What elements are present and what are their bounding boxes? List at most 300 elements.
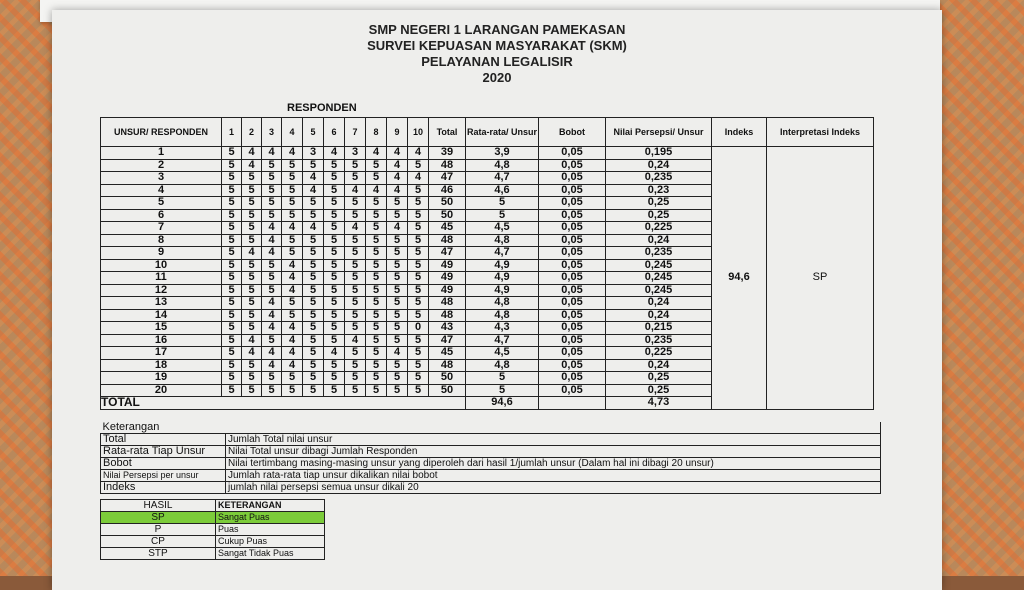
row-nilai: 0,24 [606, 297, 712, 310]
row-rata: 4,7 [466, 247, 539, 260]
row-number: 17 [101, 347, 222, 360]
unsur-value: 5 [242, 284, 262, 297]
keterangan-key: Nilai Persepsi per unsur [101, 470, 226, 482]
row-nilai: 0,235 [606, 334, 712, 347]
col-unsur-1: 1 [222, 118, 242, 147]
row-bobot: 0,05 [539, 184, 606, 197]
row-rata: 4,5 [466, 347, 539, 360]
survey-table [100, 117, 874, 410]
unsur-value: 5 [222, 297, 242, 310]
unsur-value: 5 [366, 384, 387, 397]
interpretasi-value: SP [767, 147, 874, 410]
row-nilai: 0,25 [606, 384, 712, 397]
row-nilai: 0,24 [606, 234, 712, 247]
unsur-value: 4 [242, 247, 262, 260]
unsur-value: 5 [282, 372, 303, 385]
unsur-value: 5 [262, 209, 282, 222]
unsur-value: 5 [345, 347, 366, 360]
row-number: 8 [101, 234, 222, 247]
unsur-value: 5 [282, 172, 303, 185]
hasil-code: STP [101, 548, 216, 560]
unsur-value: 5 [324, 309, 345, 322]
unsur-value: 5 [324, 384, 345, 397]
unsur-value: 5 [222, 209, 242, 222]
unsur-value: 4 [387, 159, 408, 172]
unsur-value: 4 [387, 184, 408, 197]
row-bobot: 0,05 [539, 284, 606, 297]
hasil-code: CP [101, 536, 216, 548]
unsur-value: 5 [242, 259, 262, 272]
row-total: 48 [429, 297, 466, 310]
row-nilai: 0,215 [606, 322, 712, 335]
row-nilai: 0,25 [606, 372, 712, 385]
row-bobot: 0,05 [539, 159, 606, 172]
unsur-value: 5 [303, 334, 324, 347]
unsur-value: 5 [387, 359, 408, 372]
row-total: 47 [429, 334, 466, 347]
unsur-value: 5 [387, 384, 408, 397]
unsur-value: 5 [282, 184, 303, 197]
keterangan-row [101, 434, 881, 446]
unsur-value: 5 [366, 259, 387, 272]
unsur-value: 5 [387, 284, 408, 297]
unsur-value: 4 [345, 222, 366, 235]
unsur-value: 4 [345, 184, 366, 197]
unsur-value: 5 [387, 247, 408, 260]
unsur-value: 5 [387, 209, 408, 222]
col-unsur-8: 8 [366, 118, 387, 147]
hasil-desc: Cukup Puas [216, 536, 325, 548]
row-rata: 4,7 [466, 172, 539, 185]
row-total: 39 [429, 147, 466, 160]
row-bobot: 0,05 [539, 222, 606, 235]
unsur-value: 4 [366, 147, 387, 160]
row-rata: 4,9 [466, 259, 539, 272]
row-total: 47 [429, 247, 466, 260]
unsur-value: 4 [262, 297, 282, 310]
unsur-value: 5 [408, 184, 429, 197]
unsur-value: 5 [366, 209, 387, 222]
unsur-value: 3 [345, 147, 366, 160]
row-bobot: 0,05 [539, 172, 606, 185]
unsur-value: 4 [324, 347, 345, 360]
row-total: 45 [429, 347, 466, 360]
unsur-value: 5 [366, 247, 387, 260]
unsur-value: 5 [222, 322, 242, 335]
unsur-value: 5 [387, 322, 408, 335]
unsur-value: 5 [222, 272, 242, 285]
unsur-value: 5 [324, 359, 345, 372]
unsur-value: 5 [387, 372, 408, 385]
unsur-value: 4 [324, 147, 345, 160]
unsur-value: 4 [387, 347, 408, 360]
unsur-value: 5 [282, 297, 303, 310]
total-label: TOTAL [101, 397, 466, 410]
unsur-value: 4 [282, 322, 303, 335]
unsur-value: 4 [262, 147, 282, 160]
row-bobot: 0,05 [539, 334, 606, 347]
unsur-value: 4 [282, 222, 303, 235]
row-number: 10 [101, 259, 222, 272]
row-number: 15 [101, 322, 222, 335]
row-bobot: 0,05 [539, 372, 606, 385]
unsur-value: 5 [366, 284, 387, 297]
row-number: 11 [101, 272, 222, 285]
unsur-value: 4 [262, 322, 282, 335]
unsur-value: 5 [222, 284, 242, 297]
keterangan-value: Jumlah rata-rata tiap unsur dikalikan nilai bobot [226, 470, 881, 482]
unsur-value: 5 [324, 372, 345, 385]
unsur-value: 5 [366, 334, 387, 347]
unsur-value: 5 [408, 297, 429, 310]
unsur-value: 5 [303, 197, 324, 210]
row-bobot: 0,05 [539, 259, 606, 272]
unsur-value: 5 [324, 222, 345, 235]
keterangan-title-row [101, 422, 881, 434]
col-indeks: Indeks [712, 118, 767, 147]
col-unsur-6: 6 [324, 118, 345, 147]
row-nilai: 0,24 [606, 159, 712, 172]
unsur-value: 5 [408, 247, 429, 260]
unsur-value: 4 [408, 172, 429, 185]
row-rata: 5 [466, 372, 539, 385]
unsur-value: 5 [303, 209, 324, 222]
row-total: 48 [429, 309, 466, 322]
unsur-value: 5 [324, 322, 345, 335]
unsur-value: 5 [303, 259, 324, 272]
unsur-value: 5 [282, 309, 303, 322]
unsur-value: 5 [242, 297, 262, 310]
unsur-value: 5 [242, 322, 262, 335]
unsur-value: 4 [282, 272, 303, 285]
unsur-value: 5 [303, 284, 324, 297]
unsur-value: 4 [387, 172, 408, 185]
col-unsur-10: 10 [408, 118, 429, 147]
responden-label: RESPONDEN [287, 102, 357, 114]
unsur-value: 4 [387, 147, 408, 160]
keterangan-row [101, 482, 881, 494]
row-rata: 4,9 [466, 272, 539, 285]
unsur-value: 5 [366, 359, 387, 372]
row-total: 49 [429, 259, 466, 272]
row-rata: 5 [466, 209, 539, 222]
keterangan-key: Total [101, 434, 226, 446]
row-bobot: 0,05 [539, 309, 606, 322]
unsur-value: 5 [324, 284, 345, 297]
unsur-value: 5 [408, 272, 429, 285]
unsur-value: 5 [222, 184, 242, 197]
row-rata: 4,8 [466, 159, 539, 172]
unsur-value: 5 [408, 259, 429, 272]
unsur-value: 5 [282, 234, 303, 247]
row-number: 2 [101, 159, 222, 172]
indeks-value: 94,6 [712, 147, 767, 410]
unsur-value: 5 [324, 209, 345, 222]
unsur-value: 5 [303, 159, 324, 172]
unsur-value: 4 [262, 347, 282, 360]
row-total: 47 [429, 172, 466, 185]
col-unsur-2: 2 [242, 118, 262, 147]
unsur-value: 5 [324, 172, 345, 185]
unsur-value: 5 [324, 272, 345, 285]
unsur-value: 5 [242, 184, 262, 197]
row-rata: 5 [466, 197, 539, 210]
col-bobot: Bobot [539, 118, 606, 147]
unsur-value: 4 [387, 222, 408, 235]
unsur-value: 5 [345, 247, 366, 260]
unsur-value: 5 [408, 197, 429, 210]
row-rata: 4,3 [466, 322, 539, 335]
row-rata: 5 [466, 384, 539, 397]
row-nilai: 0,195 [606, 147, 712, 160]
unsur-value: 5 [282, 209, 303, 222]
unsur-value: 5 [242, 222, 262, 235]
row-total: 43 [429, 322, 466, 335]
unsur-value: 5 [222, 259, 242, 272]
unsur-value: 4 [242, 159, 262, 172]
hasil-desc: Puas [216, 524, 325, 536]
unsur-value: 5 [242, 197, 262, 210]
unsur-value: 5 [222, 159, 242, 172]
keterangan-value: Jumlah Total nilai unsur [226, 434, 881, 446]
header-school: SMP NEGERI 1 LARANGAN PAMEKASAN [368, 22, 626, 37]
unsur-value: 5 [387, 234, 408, 247]
unsur-value: 5 [303, 297, 324, 310]
unsur-value: 5 [242, 359, 262, 372]
unsur-value: 5 [408, 359, 429, 372]
unsur-value: 4 [242, 147, 262, 160]
hasil-row [101, 536, 325, 548]
keterangan-row [101, 458, 881, 470]
unsur-value: 5 [242, 384, 262, 397]
unsur-value: 5 [262, 272, 282, 285]
keterangan-value: jumlah nilai persepsi semua unsur dikali 20 [226, 482, 881, 494]
unsur-value: 4 [408, 147, 429, 160]
unsur-value: 5 [242, 372, 262, 385]
unsur-value: 5 [303, 309, 324, 322]
hasil-code: P [101, 524, 216, 536]
unsur-value: 5 [242, 309, 262, 322]
row-rata: 3,9 [466, 147, 539, 160]
unsur-value: 5 [262, 259, 282, 272]
unsur-value: 5 [366, 297, 387, 310]
unsur-value: 4 [303, 222, 324, 235]
unsur-value: 5 [366, 309, 387, 322]
row-number: 20 [101, 384, 222, 397]
row-total: 50 [429, 384, 466, 397]
keterangan-value: Nilai tertimbang masing-masing unsur yang diperoleh dari hasil 1/jumlah unsur (Dalam hal ini dibagi 20 unsur) [226, 458, 881, 470]
unsur-value: 5 [222, 347, 242, 360]
hasil-header-row [101, 500, 325, 512]
unsur-value: 5 [345, 259, 366, 272]
unsur-value: 5 [324, 259, 345, 272]
row-nilai: 0,245 [606, 259, 712, 272]
unsur-value: 5 [345, 384, 366, 397]
unsur-value: 5 [345, 197, 366, 210]
row-rata: 4,8 [466, 359, 539, 372]
header-survey: SURVEI KEPUASAN MASYARAKAT (SKM) [367, 38, 627, 53]
row-number: 1 [101, 147, 222, 160]
unsur-value: 5 [408, 159, 429, 172]
header-year: 2020 [482, 70, 512, 85]
unsur-value: 5 [387, 272, 408, 285]
row-total: 48 [429, 359, 466, 372]
unsur-value: 5 [345, 322, 366, 335]
unsur-value: 5 [387, 334, 408, 347]
row-total: 48 [429, 234, 466, 247]
col-nilai: Nilai Persepsi/ Unsur [606, 118, 712, 147]
hasil-desc: Sangat Tidak Puas [216, 548, 325, 560]
row-bobot: 0,05 [539, 297, 606, 310]
unsur-value: 5 [408, 284, 429, 297]
unsur-value: 5 [222, 309, 242, 322]
table-header-row [101, 118, 874, 147]
unsur-value: 5 [303, 322, 324, 335]
unsur-value: 3 [303, 147, 324, 160]
unsur-value: 5 [345, 234, 366, 247]
unsur-value: 5 [303, 384, 324, 397]
row-number: 16 [101, 334, 222, 347]
row-nilai: 0,235 [606, 247, 712, 260]
row-nilai: 0,24 [606, 309, 712, 322]
row-nilai: 0,24 [606, 359, 712, 372]
hasil-table [100, 499, 325, 560]
row-bobot: 0,05 [539, 209, 606, 222]
row-bobot: 0,05 [539, 272, 606, 285]
unsur-value: 5 [366, 272, 387, 285]
unsur-value: 5 [222, 247, 242, 260]
unsur-value: 4 [282, 259, 303, 272]
document-paper [52, 10, 942, 590]
unsur-value: 5 [242, 172, 262, 185]
unsur-value: 4 [303, 172, 324, 185]
col-total: Total [429, 118, 466, 147]
unsur-value: 5 [345, 272, 366, 285]
unsur-value: 4 [282, 334, 303, 347]
unsur-value: 5 [262, 159, 282, 172]
unsur-value: 5 [262, 384, 282, 397]
col-unsur-5: 5 [303, 118, 324, 147]
unsur-value: 5 [303, 272, 324, 285]
keterangan-value: Nilai Total unsur dibagi Jumlah Responden [226, 446, 881, 458]
unsur-value: 4 [282, 284, 303, 297]
row-total: 49 [429, 272, 466, 285]
unsur-value: 5 [222, 384, 242, 397]
unsur-value: 5 [222, 359, 242, 372]
unsur-value: 5 [366, 372, 387, 385]
row-number: 4 [101, 184, 222, 197]
row-number: 14 [101, 309, 222, 322]
unsur-value: 5 [324, 234, 345, 247]
unsur-value: 5 [222, 234, 242, 247]
row-number: 6 [101, 209, 222, 222]
unsur-value: 5 [242, 234, 262, 247]
unsur-value: 5 [387, 197, 408, 210]
row-rata: 4,7 [466, 334, 539, 347]
unsur-value: 5 [262, 184, 282, 197]
row-number: 13 [101, 297, 222, 310]
unsur-value: 5 [408, 234, 429, 247]
table-row [101, 147, 874, 160]
hasil-code: SP [101, 512, 216, 524]
unsur-value: 5 [345, 159, 366, 172]
row-number: 7 [101, 222, 222, 235]
unsur-value: 0 [408, 322, 429, 335]
unsur-value: 5 [242, 272, 262, 285]
unsur-value: 5 [366, 234, 387, 247]
row-total: 50 [429, 372, 466, 385]
hasil-row [101, 512, 325, 524]
row-bobot: 0,05 [539, 197, 606, 210]
unsur-value: 5 [366, 172, 387, 185]
unsur-value: 5 [387, 259, 408, 272]
keterangan-row [101, 470, 881, 482]
unsur-value: 5 [408, 347, 429, 360]
row-number: 19 [101, 372, 222, 385]
unsur-value: 5 [222, 334, 242, 347]
keterangan-key: Indeks [101, 482, 226, 494]
unsur-value: 5 [222, 222, 242, 235]
unsur-value: 5 [345, 172, 366, 185]
unsur-value: 4 [366, 184, 387, 197]
unsur-value: 5 [282, 159, 303, 172]
unsur-value: 5 [408, 209, 429, 222]
unsur-value: 5 [262, 172, 282, 185]
total-nilai: 4,73 [606, 397, 712, 410]
row-nilai: 0,235 [606, 172, 712, 185]
row-number: 9 [101, 247, 222, 260]
unsur-value: 4 [282, 347, 303, 360]
keterangan-key: Bobot [101, 458, 226, 470]
col-interpretasi: Interpretasi Indeks [767, 118, 874, 147]
row-total: 46 [429, 184, 466, 197]
unsur-value: 4 [242, 334, 262, 347]
unsur-value: 5 [408, 334, 429, 347]
row-number: 18 [101, 359, 222, 372]
unsur-value: 4 [262, 222, 282, 235]
unsur-value: 4 [262, 234, 282, 247]
unsur-value: 5 [262, 334, 282, 347]
unsur-value: 5 [345, 209, 366, 222]
row-number: 12 [101, 284, 222, 297]
row-nilai: 0,225 [606, 347, 712, 360]
unsur-value: 5 [366, 197, 387, 210]
unsur-value: 4 [303, 184, 324, 197]
unsur-value: 4 [282, 359, 303, 372]
unsur-value: 4 [262, 309, 282, 322]
keterangan-key: Rata-rata Tiap Unsur [101, 446, 226, 458]
hasil-col: HASIL [101, 500, 216, 512]
unsur-value: 5 [222, 372, 242, 385]
unsur-value: 5 [345, 359, 366, 372]
unsur-value: 5 [303, 359, 324, 372]
unsur-value: 5 [303, 347, 324, 360]
unsur-value: 5 [366, 322, 387, 335]
total-rata: 94,6 [466, 397, 539, 410]
row-nilai: 0,245 [606, 284, 712, 297]
unsur-value: 5 [408, 372, 429, 385]
unsur-value: 5 [242, 209, 262, 222]
header-service: PELAYANAN LEGALISIR [421, 54, 573, 69]
unsur-value: 5 [408, 384, 429, 397]
unsur-value: 5 [387, 297, 408, 310]
unsur-value: 5 [222, 197, 242, 210]
row-total: 50 [429, 209, 466, 222]
unsur-value: 5 [345, 284, 366, 297]
row-number: 3 [101, 172, 222, 185]
row-bobot: 0,05 [539, 147, 606, 160]
row-total: 50 [429, 197, 466, 210]
